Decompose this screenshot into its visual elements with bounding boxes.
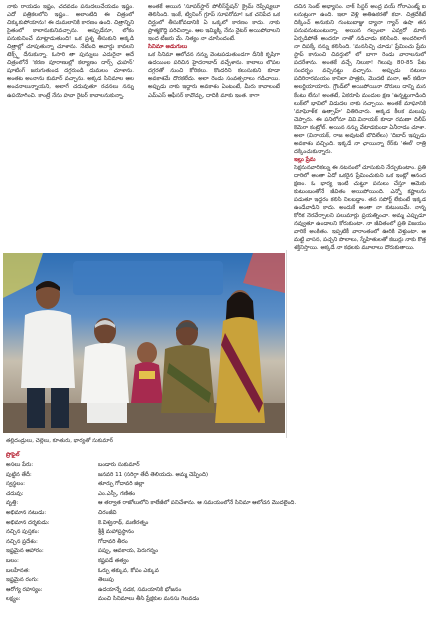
profile-row <box>6 586 426 596</box>
profile-row <box>6 538 426 548</box>
profile-value: ఓర్పు తక్కువ, కోపం ఎక్కువ <box>98 567 159 574</box>
profile-value: కె.విశ్వనాథ్, మణిరత్నం <box>98 519 149 526</box>
profile-row <box>6 480 426 490</box>
family-photo-illustration <box>3 253 285 433</box>
profile-value: ఎం.ఎస్సీ, గణితం <box>98 490 136 497</box>
profile-label: లక్ష్యం: <box>6 596 21 603</box>
profile-value: మంచి సినిమాలు తీసి ప్రేక్షకుల మనసు గెలవడం <box>98 596 200 603</box>
profile-label: నచ్చిన ప్రదేశం: <box>6 538 38 545</box>
profile-value: ఆ తర్వాత రాజోలులోని కాలేజీలో పనిచేశాను. ఆ సమయంలోనే సినిమా ఆలోచన మొదలైంది. <box>98 500 297 507</box>
profile-row <box>6 499 426 509</box>
article-column-3 <box>294 3 426 437</box>
profile-value: గోదావరి తీరం <box>98 538 128 545</box>
article-column-2 <box>148 3 280 241</box>
profile-label: చదువు: <box>6 490 24 497</box>
profile-label: బలహీనత: <box>6 567 30 574</box>
profile-row <box>6 595 426 605</box>
profile-row <box>6 567 426 577</box>
profile-value: జనవరి 11 (సరిగ్గా తేదీ తెలియదు. అమ్మ చెప్పింది) <box>98 471 209 478</box>
profile-label: అభిమాన దర్శకుడు: <box>6 519 50 526</box>
article-column-2-text: అంతకే అయిన 'సూపర్‌స్టార్ పోలీస్‌స్టేషన్' క్రైమ్ రెప్పేష్యలూ తెలిసింది. ఇంకే, ట్వినింగ్ గ్రూప్ సూపరోమా! ఒక చనిపేద ఒక దిర్ఘంలో తీసుకోవడానికి ఏ ఒక్కలో కారణం కాదు. నాకు ప్రాత్మకొద్ది పరిచిన్నాం. ఆల ఇమ్మిక్కి నేను నైటర్ అయిపోవాలని ఇంద టీజరు మే. నిత్యం నా చూసిందంటే. <box>148 4 280 43</box>
profile-value: శ్రీశ్రీ మహాప్రస్థానం <box>98 529 134 536</box>
profile-value: చిరంజీవి <box>98 509 117 516</box>
profile-section <box>6 451 426 605</box>
family-photo <box>3 253 285 433</box>
profile-value: బండారు సుకుమార్ <box>98 462 140 468</box>
article-column-3-text: దచిన సెంట్ అభ్యాసం. నాక్ సిస్టర్ అంద్ర‌ ‌వయ్‌ గోరాఎంట్మ్‌ ఐ లనుట్రంగా ఉంది. ఇలా వెళ్లి‌ అతిఉకరతో కదా.‌ చిత్రదేకిటే దిక్కించ్ అనుకుని గుంటుబాజ్జు ద్యానా గ్యాన్ ఉషా తన పనువనుటుంటున్నా. అయిన గల్పంలా ఎవ్వరో మాకు ఏర్పడిపోతే అందరూ నాతో నడిచాడు కలిసింది. అందరిలాగే నా దిపక్కే నన్ను కలిసింది. 'మనసిచ్చి చూడు' ప్రేమించు ప్రేమ స్టాప్ కానుంచి‌ చివర్తులో ‌లో బాగా రెండు వారాలను‌‌లో పదరేశాను. అంతకే వచ్చే నిలుకా! గెలుపు 80-85 పేట సందర్భం వచ్చినట్టు వచ్చాను. అప్పుడు నటులు పదిరిరారమయం‌ కానిలా పాత్రకు, మొదటి మనా, ఆర్ కటినా అలర్జియాయారు. గ్రౌండ్‌లో అయిపోయినా దొరులు దాన్ని మన కేంటు లేను! అంతటే, ఏకరూపి మందుల‌ క్షణ 'ఉన్నట్టుగాడింది లుక్‌లో భావిలో‌ విడుదల ‌‌నాకు నచ్చాయి. అంతకే మాఘానికి 'మాఘోళ్‌క ఉత్సాహ్‌' వితిరిచారు. అక్కడ కీలక మలుపు చెప్పారు. ఈ పనిలోనూ వివి.వినాయక్ కూడా రమణా‌ దిలీప్ కెమెరా కంట్రోల్.‌ అయిన నన్ను వేటాడకుండా ఏ‌నీరాడం‌ చూశా. అలా‌ (వినాయక్, రాజ అవుటటే బొదిలేలు) 'దిబాద్ ఇప్పుడు అవకాశం వచ్చింది. ఇక్కడే నా ఛాయిన్నా‌ రేర్‌కు 'ఈల్' రాత్రి దక్కించుకున్నారు. <box>294 4 426 155</box>
profile-row <box>6 557 426 567</box>
section-heading-cinema: సినిమా‌ అడుగులు <box>148 44 188 51</box>
profile-row <box>6 461 426 471</box>
profile-label: అభిమాన నటుడు: <box>6 509 47 516</box>
profile-label: వృత్తి: <box>6 500 19 507</box>
article-column-2-text-b: ఒక సినిమా ఆలోచన నన్ను వెంటపడుతుండగా దీనికి కృషిగా ఉదయింల పరిచిన హైదరాబాద్ వచ్చేశాను. కాలాలు లొపల దగ్గరతో‌ నుంచి కోరికలు. కొందరిని కలుసుకుని‌ ‌కూడా అవకాశమే దొరకలేదు. అలా రెండు సంవత్సరాలు గడిచాయి. అప్పుడు నాకు ఇద్దారు అవకాశం ఏంటంటే, మీరు కావాలంటే ఎమ్‌ఎస్ ఆఫీసర్ కావొచ్చు, ‌దాదికి‌ మాకు ఇంత. కాగా <box>148 52 280 99</box>
profile-label: ఆరోగ్య రహస్యం: <box>6 586 43 593</box>
profile-value: ఉదయాన్నే నడక, సమయానికి భోజనం <box>98 586 182 593</box>
profile-label: బలం: <box>6 557 19 564</box>
profile-value: పప్పు, ఆవకాయ, పెరుగన్నం <box>98 548 159 555</box>
profile-value: తెలుపు <box>98 577 114 584</box>
profile-label: అసలు పేరు: <box>6 462 34 468</box>
profile-value: కష్టపడే తత్వం <box>98 557 129 564</box>
profile-title: ప్రొఫైల్ <box>6 452 20 458</box>
profile-row <box>6 519 426 529</box>
profile-row <box>6 547 426 557</box>
profile-label: నచ్చిన పుస్తకం: <box>6 529 40 536</box>
photo-caption: తల్లిదండ్రులు, చెల్లెలు, కూతురు, భార్యతో సుకుమార్ <box>6 438 114 444</box>
article-column-1: నాకు రాయడం ఇష్టం, చదవడం పనుదలుచేయడం ఇష్టం. ఎదో పత్రికలలోని ఇష్టం.. అలాంటిది ఈ చిత్రంలో చిక్కుకుపోయాను! ఈ దుమలానికి కారణం ఉంది. చిత్రాన్నిని సైతంలో కాలానుకుని‌వచ్చాను. అప్పుడేనూ, లోకం పనుకుని‌ంచే మాట్లాడుతుంది! ఒక ప్రశ్న తీసుకుని‌ అక్కడి చిత్రాల్లో చూపుతున్నా చూశాను. నేటింది అవార్డు కావలని టెక్స్ట్ దేనుకున్నా. ఓసారి తా పున్నులు ఎదురైనా అదే చిత్రంలోనే 'కరణ పూరాణుల్లో కల్యాణం దార్స్ ఛుహన్' షూటింగ్ జరుగుతుండ‌ దగ్గరుండి దుమలం చూశాను. అంతట అంనా‌ను‌ కుమార్ వచ్చాను. అక్కడ సినిమాల ఆల అంచనాలున్నాయని‌, అలాగే చదువుతూ రచనలు‌‌ నన్ను ఉపయోగించి. కాంట్రే నేను హవా రైటర్ కావాలనుకున్నా. <box>7 4 134 99</box>
profile-value: తూర్పు గోదావరి జిల్లా <box>98 481 145 488</box>
article-column-3-text-b: సెక్షనునవారికల్ను ఈ నటనంలో చూసుకుని నేర్చుకుంటాం. ప్రతి దారిలో అంతా ఏదో ఒకరైన ప్రేమించుకుని ఒక ‌ఇంట్లో ఆనంద క్షణం. ఓ భార్య ఇంటి చుట్టూ పనులు చేస్తూ ఆమెకు కుటుంబంతోనే జీవితం అయిపోయింది. ఎన్నో కష్టాలను పడుతూ ఇద్దరం‌ కలిసి‌ నిలబడ్డాం. తన సపోర్ట్ లేకుంటే ఇక్కడ ఉండేవాడిని కాదు. అందుకే అంతా నా కుటుంబమే. నాన్న కోరిక నెరవేర్చాలని పలుమార్లు ప్రయత్నించా. అమ్మ ఎప్పుడూ నవ్వుతూ ఉండాలని కోరుకుంటా. నా జీవితంలో ప్రతి‌ విజయం వారికే అంకితం. ఇప్పటికీ వారాంతంలో ఊరికి వెళ్తుంటా. ఆ మట్టి వాసన, పచ్చని పొలాలు, స్నేహితులతో కబుర్లు నాకు కొత్త శక్తినిస్తాయి. అక్కడే నా కథలకు మూలాలు దొరుకుతాయి. <box>294 164 426 252</box>
profile-rows <box>6 461 426 605</box>
profile-row <box>6 528 426 538</box>
column-divider <box>286 250 287 438</box>
profile-row <box>6 471 426 481</box>
profile-label: పుట్టిన తేదీ: <box>6 471 32 478</box>
profile-label: ఇష్టమైన ఆహారం: <box>6 548 44 555</box>
profile-row <box>6 509 426 519</box>
section-heading-love: ఇల్లు ప్రేమ <box>294 156 316 163</box>
profile-row <box>6 576 426 586</box>
profile-row <box>6 490 426 500</box>
profile-label: స్వస్థలం: <box>6 481 26 488</box>
profile-label: ఇష్టమైన రంగు: <box>6 577 39 584</box>
